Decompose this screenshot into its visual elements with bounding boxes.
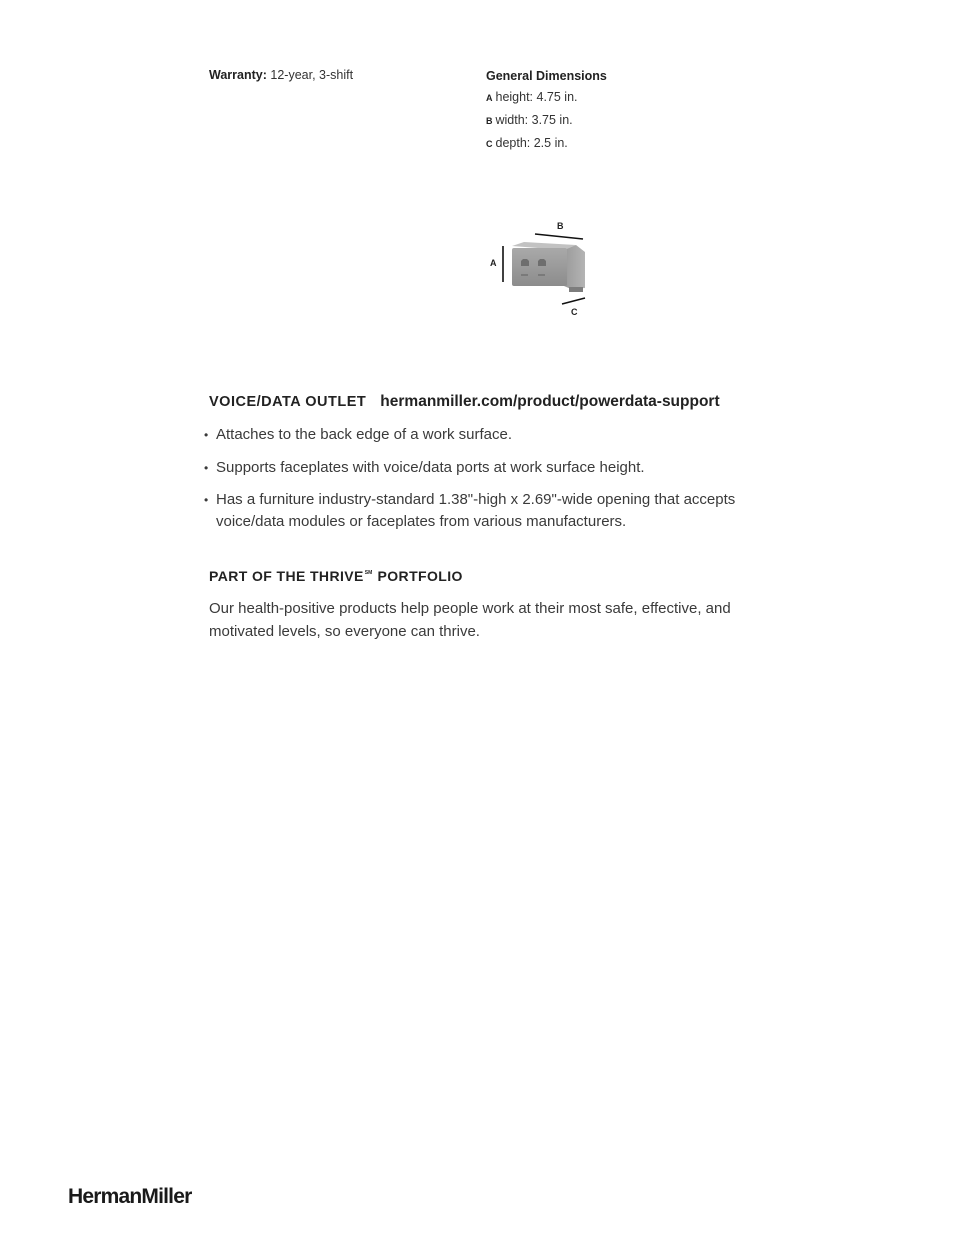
list-item (203, 424, 763, 446)
port-slot-icon (538, 274, 545, 276)
dimension-line-c (562, 298, 585, 304)
thrive-title-start: PART OF THE THRIVE (209, 568, 364, 584)
outlet-foot (569, 287, 583, 292)
bullet-icon: • (204, 428, 209, 442)
thrive-heading (209, 568, 463, 584)
outlet-dimension-diagram (480, 215, 600, 325)
support-link[interactable]: hermanmiller.com/product/powerdata-support (380, 393, 720, 410)
dimension-row-width (486, 109, 607, 132)
dimension-text: width: 3.75 in. (495, 113, 573, 127)
outlet-side-face (564, 245, 585, 289)
warranty-label: Warranty: (209, 68, 267, 82)
dimension-row-depth (486, 132, 607, 155)
general-dimensions (486, 68, 607, 155)
list-item-text: Supports faceplates with voice/data ports at work surface height. (216, 458, 645, 476)
list-item (203, 457, 763, 479)
dimension-row-height (486, 86, 607, 109)
herman-miller-logo: HermanMiller (68, 1185, 192, 1208)
diagram-label-a: A (490, 258, 497, 268)
feature-list (203, 424, 763, 544)
list-item-text: Has a furniture industry-standard 1.38"-high x 2.69"-wide opening that accepts voice/data modules or faceplates from various manufacturers. (216, 491, 736, 530)
outlet-front-face (512, 248, 567, 286)
dimensions-title: General Dimensions (486, 69, 607, 83)
diagram-label-b: B (557, 221, 564, 231)
port-slot-icon (521, 274, 528, 276)
section-heading (209, 393, 720, 411)
dimension-key: C (486, 139, 493, 149)
bullet-icon: • (204, 493, 209, 507)
warranty-value: 12-year, 3-shift (270, 68, 354, 82)
data-port-icon (538, 259, 546, 266)
dimension-text: height: 4.75 in. (495, 90, 578, 104)
list-item (203, 489, 763, 533)
diagram-label-c: C (571, 307, 578, 317)
section-title: VOICE/DATA OUTLET (209, 394, 367, 410)
service-mark: SM (364, 570, 373, 576)
dimension-text: depth: 2.5 in. (495, 136, 568, 150)
warranty-line (209, 68, 353, 82)
dimension-key: A (486, 93, 493, 103)
bullet-icon: • (204, 460, 209, 475)
dimension-line-b (535, 234, 583, 239)
list-item-text: Attaches to the back edge of a work surface. (216, 426, 513, 443)
dimension-key: B (486, 116, 493, 126)
thrive-title-end: PORTFOLIO (377, 568, 463, 584)
data-port-icon (521, 259, 529, 266)
thrive-description: Our health-positive products help people work at their most safe, effective, and motivated levels, so everyone can thrive. (209, 600, 731, 640)
